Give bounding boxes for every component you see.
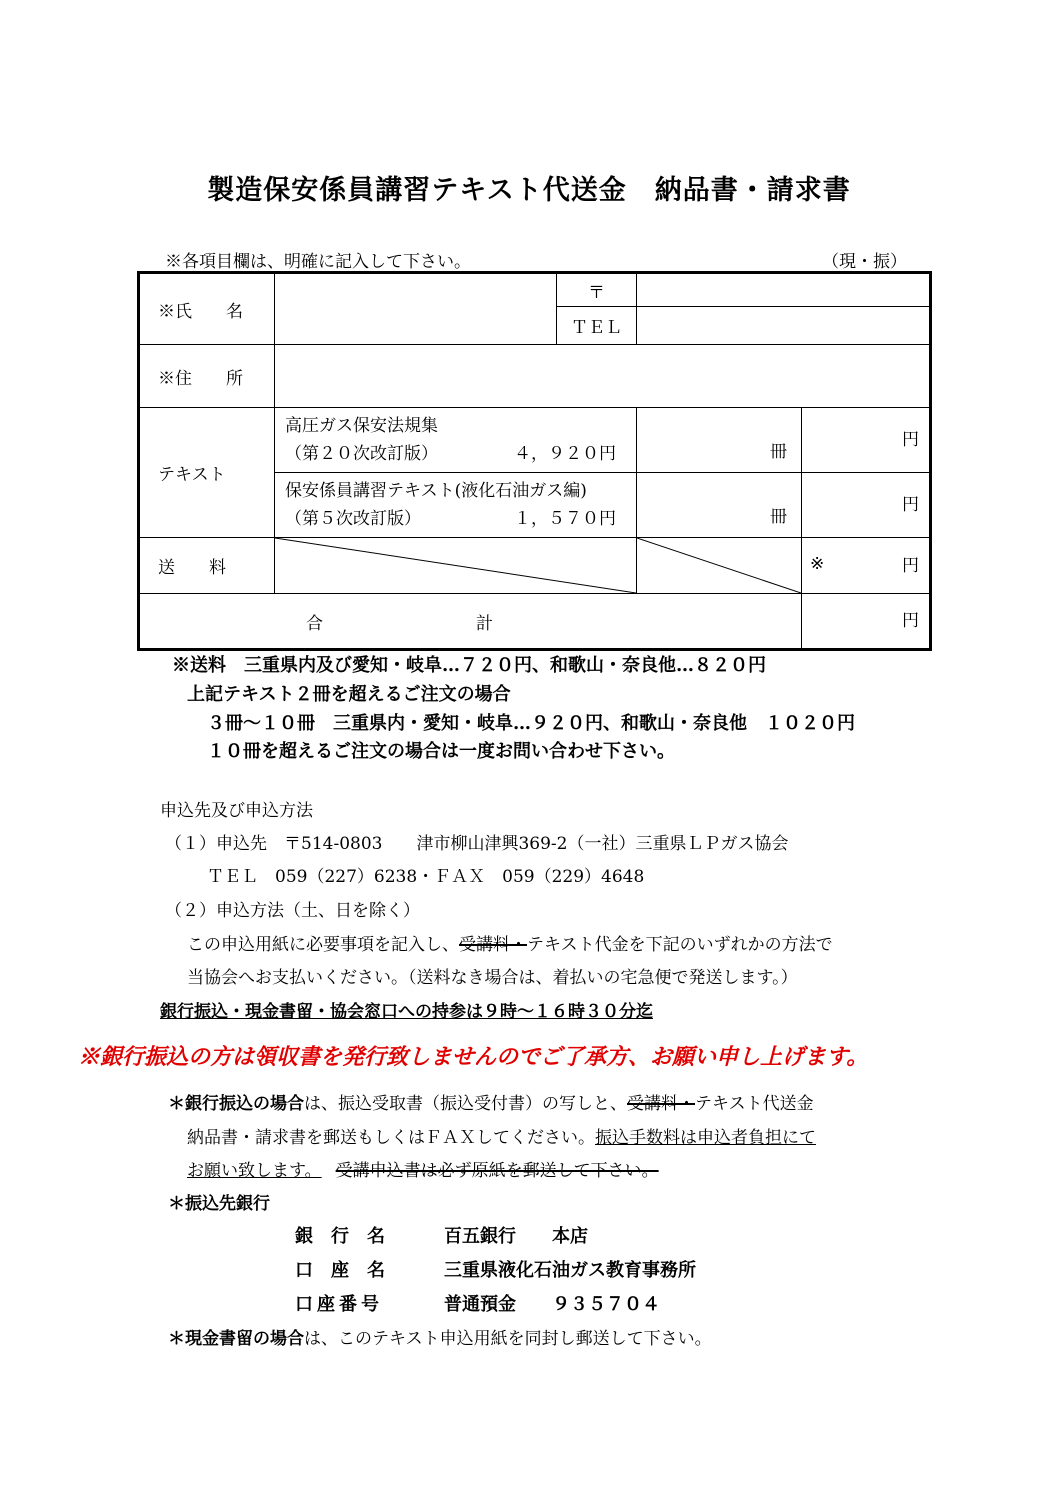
address-field[interactable] [275,345,931,408]
method-text-1b: テキスト代金を下記のいずれかの方法で [527,935,833,955]
bank-transfer-strike: 受講料・ [627,1094,695,1114]
item2-amount-field[interactable] [802,473,931,538]
document-title: 製造保安係員講習テキスト代送金 納品書・請求書 [207,175,851,206]
method-text-1-strike: 受講料・ [459,935,527,955]
item1-edition: （第２０次改訂版） [285,444,438,464]
bank-line3-under: お願い致します。 [187,1161,322,1181]
shipping-note-4: １０冊を超えるご注文の場合は一度お問い合わせ下さい。 [207,741,675,762]
name-label: ※氏 名 [139,273,275,345]
payment-type: （現・振） [822,252,907,272]
tel-label: ＴＥＬ [557,307,637,345]
total-label: 合 計 [139,594,802,650]
account-name: 三重県液化石油ガス教育事務所 [444,1260,696,1281]
shipping-note-1: ※送料 三重県内及び愛知・岐阜…７２０円、和歌山・奈良他…８２０円 [172,655,766,676]
bank-line2-a: 納品書・請求書を郵送もしくはＦＡＸしてください。 [187,1128,595,1148]
shipping-yen: 円 [902,555,920,576]
account-number-label: 口座番号 [295,1294,383,1315]
bank-transfer-b: テキスト代送金 [695,1094,814,1114]
order-form-table [137,271,932,651]
item1-quantity-field[interactable] [637,408,802,473]
item1-satsu: 冊 [770,442,787,462]
item2-edition: （第５次改訂版） [285,509,421,529]
item2-yen: 円 [902,495,920,515]
diagonal-line [637,538,801,593]
red-notice: ※銀行振込の方は領収書を発行致しませんのでご了承方、お願い申し上げます。 [78,1044,869,1070]
bank-line2-under: 振込手数料は申込者負担にて [595,1128,816,1148]
cash-bold: ＊現金書留の場合 [168,1329,304,1349]
shipping-note-2: 上記テキスト２冊を超えるご注文の場合 [187,684,511,705]
postal-code-field[interactable] [637,273,931,307]
fill-notice: ※各項目欄は、明確に記入して下さい。 [165,252,471,272]
name-field[interactable] [275,273,557,345]
apply-heading: 申込先及び申込方法 [160,801,313,821]
item1-yen: 円 [902,430,920,450]
item2-satsu: 冊 [770,507,787,527]
apply-method-text-1 [187,930,833,955]
bank-transfer-line-3 [187,1156,659,1181]
shipping-mark: ※ [810,553,825,574]
total-amount-field[interactable] [802,594,931,650]
item2-price: １，５７０円 [514,509,616,529]
bank-transfer-line-2 [187,1123,816,1148]
bank-line3-strike: 受講申込書は必ず原紙を郵送して下さい。 [335,1161,659,1181]
diagonal-line [275,538,636,593]
account-name-label: 口 座 名 [295,1260,385,1281]
text-label: テキスト [139,408,275,538]
bank-dest-heading: ＊振込先銀行 [168,1194,270,1214]
apply-method: （２）申込方法（土、日を除く） [165,901,420,921]
shipping-note-3: ３冊～１０冊 三重県内・愛知・岐阜…９２０円、和歌山・奈良他 １０２０円 [207,713,855,734]
account-number: 普通預金 ９３５７０４ [444,1294,660,1315]
shipping-blank-2 [637,538,802,594]
apply-destination: （１）申込先 〒514-0803 津市柳山津興369-2（一社）三重県ＬＰガス協会 [165,834,789,854]
cash-text: は、このテキスト申込用紙を同封し郵送して下さい。 [304,1329,712,1349]
bank-transfer-a: は、振込受取書（振込受付書）の写しと、 [304,1094,627,1114]
tel-field[interactable] [637,307,931,345]
item1-price: ４，９２０円 [514,444,616,464]
item2-quantity-field[interactable] [637,473,802,538]
apply-hours: 銀行振込・現金書留・協会窓口への持参は９時～１６時３０分迄 [160,1002,653,1022]
apply-contact: ＴＥＬ 059（227）6238・ＦＡＸ 059（229）4648 [207,867,645,887]
postal-mark: 〒 [557,273,637,307]
address-label: ※住 所 [139,345,275,408]
bank-name: 百五銀行 本店 [444,1226,588,1247]
apply-method-text-2: 当協会へお支払いください。（送料なき場合は、着払いの宅急便で発送します。） [187,968,798,988]
bank-transfer-bold: ＊銀行振込の場合 [168,1094,304,1114]
cash-registered-line [168,1324,712,1349]
shipping-label: 送 料 [139,538,275,594]
item1-name: 高圧ガス保安法規集 [285,416,438,436]
bank-name-label: 銀 行 名 [295,1226,385,1247]
item2-name: 保安係員講習テキスト(液化石油ガス編) [285,481,587,501]
item2-description [275,473,637,538]
bank-transfer-line-1 [168,1089,814,1114]
method-text-1a: この申込用紙に必要事項を記入し、 [187,935,459,955]
item1-amount-field[interactable] [802,408,931,473]
shipping-amount-field[interactable] [802,538,931,594]
total-yen: 円 [902,611,920,631]
item1-description [275,408,637,473]
shipping-blank-1 [275,538,637,594]
